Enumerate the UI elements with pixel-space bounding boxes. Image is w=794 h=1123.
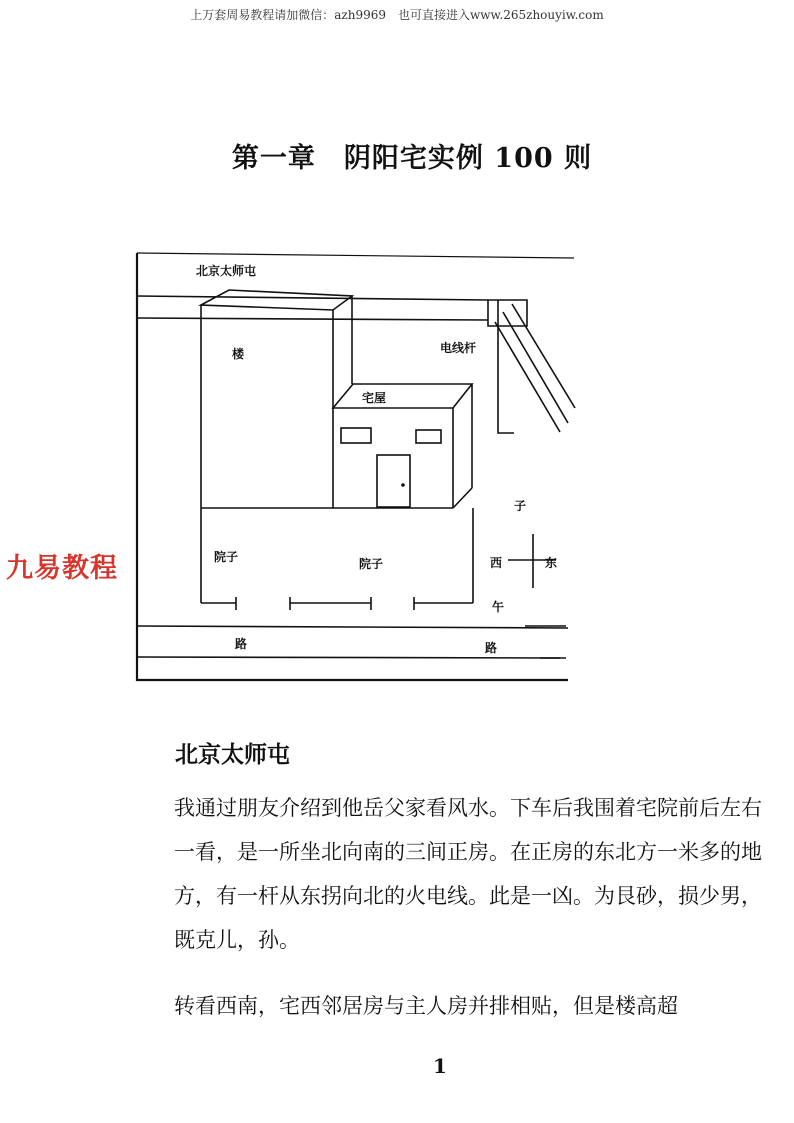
road-right-label: 路: [485, 641, 498, 655]
building-label: 楼: [232, 347, 245, 361]
body-paragraph-2: [132, 984, 762, 1028]
yard-left-label: 院子: [214, 550, 239, 564]
compass-east-label: 东: [545, 556, 558, 570]
yard-right-label: 院子: [359, 557, 384, 571]
watermark-text: 九易教程: [6, 553, 118, 584]
diagram-title-label: 北京太师屯: [196, 264, 257, 278]
house-label: 宅屋: [362, 391, 387, 405]
compass-zi-label: 子: [514, 499, 527, 513]
paragraph-text: 转看西南，宅西邻居房与主人房并排相贴，但是楼高超: [174, 994, 678, 1018]
body-paragraph-1: [132, 786, 762, 962]
page-header: 上万套周易教程请加微信：azh9969 也可直接进入www.265zhouyiw.com: [190, 8, 604, 22]
compass-west-label: 西: [490, 556, 503, 570]
road-left-label: 路: [235, 637, 248, 651]
pole-label: 电线杆: [440, 341, 477, 355]
compass-wu-label: 午: [492, 600, 505, 614]
page-number: 1: [433, 1054, 447, 1078]
section-heading: 北京太师屯: [175, 742, 290, 768]
chapter-title: 第一章 阴阳宅实例 100 则: [231, 143, 593, 174]
paragraph-text: 我通过朋友介绍到他岳父家看风水。下车后我围着宅院前后左右一看，是一所坐北向南的三间正房。在正房的东北方一米多的地方，有一杆从东拐向北的火电线。此是一凶。为艮砂，损少男，既克儿，孙。: [174, 796, 762, 952]
